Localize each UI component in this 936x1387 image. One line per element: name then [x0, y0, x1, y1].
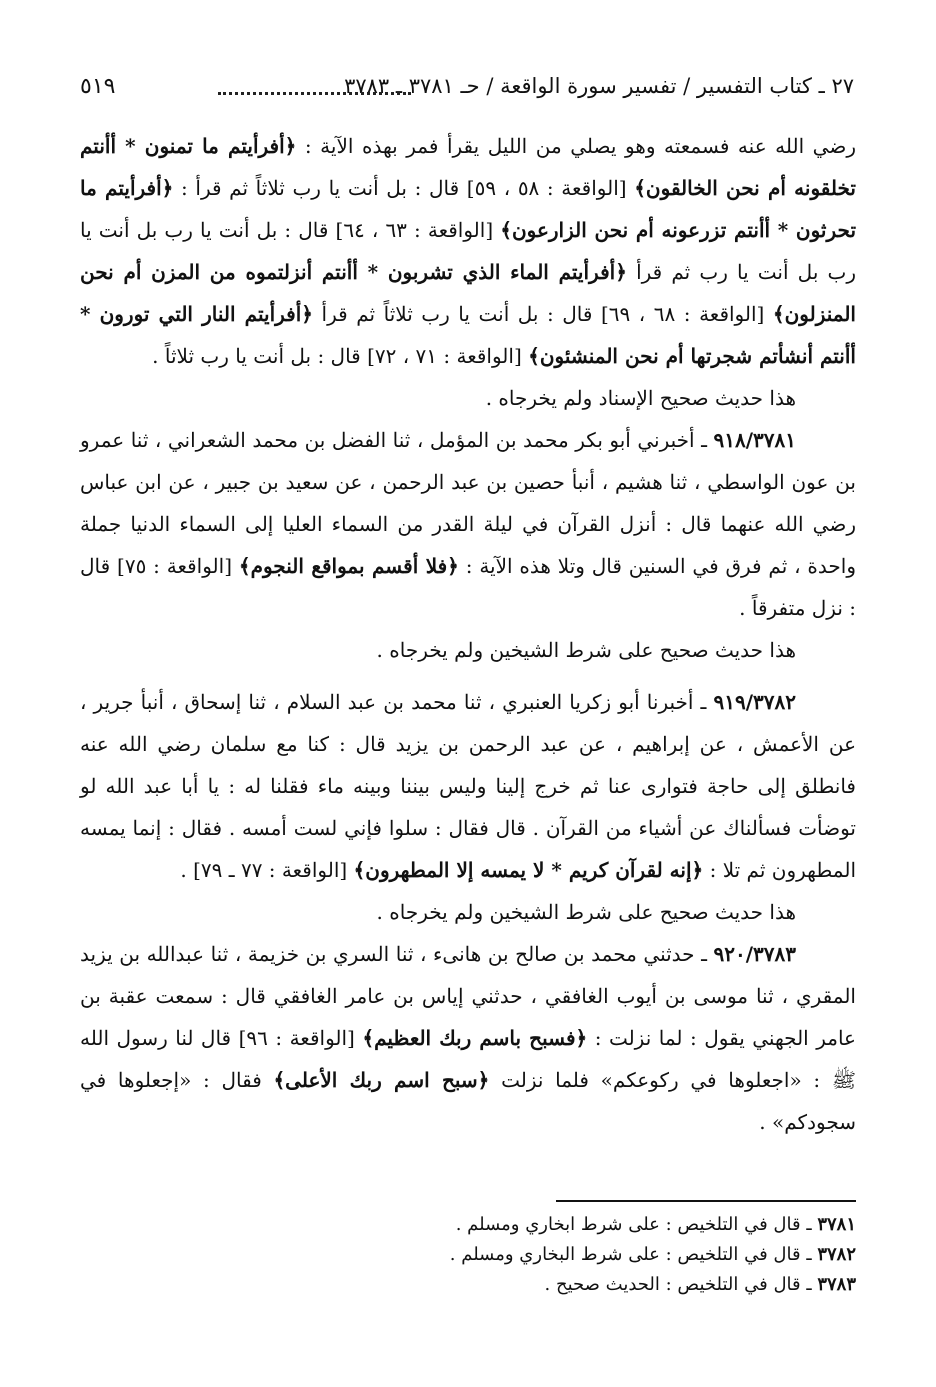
page-number: ٥١٩ [80, 74, 116, 99]
hadith-3783 [80, 933, 856, 1143]
footnote-number: ٣٧٨١ [817, 1214, 856, 1235]
quran-quote: ﴿إنه لقرآن كريم * لا يمسه إلا المطهرون﴾ [353, 858, 704, 882]
main-text [80, 125, 856, 1143]
footnote-text: ـ قال في التلخيص : على شرط البخاري ومسلم . [449, 1244, 818, 1265]
hadith-number: ٩١٨/٣٧٨١ [713, 428, 796, 452]
text-run: ـ حدثني محمد بن صالح بن هانىء ، ثنا السري بن خزيمة ، ثنا عبدالله بن يزيد المقري ، ثنا موسى بن أيوب الغافقي ، حدثني إياس بن عامر الغافقي قال : سمعت عقبة بن عامر الجهني يقول : لما نزلت : [80, 942, 856, 1050]
hadith-number: ٩٢٠/٣٧٨٣ [713, 942, 796, 966]
grading-note: هذا حديث صحيح على شرط الشيخين ولم يخرجاه . [376, 638, 796, 662]
text-run: [الواقعة : ٧٧ ـ ٧٩] . [180, 858, 354, 882]
quran-quote: ﴿أفرأيتم النار التي تورون * أأنتم أنشأتم شجرتها أم نحن المنشئون﴾ [80, 302, 856, 368]
footnotes [80, 1210, 856, 1300]
footnote-text: ـ قال في التلخيص : على شرط ابخاري ومسلم . [455, 1214, 818, 1235]
page-header [80, 70, 856, 110]
quran-quote: ﴿أفرأيتم ما تحرثون * أأنتم تزرعونه أم نحن الزارعون﴾ [80, 176, 857, 242]
text-run: فقال : «إجعلوها في سجودكم» . [80, 1068, 856, 1134]
quran-quote: ﴿سبح اسم ربك الأعلى﴾ [273, 1068, 490, 1092]
hadith-3781 [80, 419, 856, 629]
text-run: [الواقعة : ٧١ ، ٧٢] قال : بل أنت يا رب ثلاثاً . [152, 344, 529, 368]
quran-quote: ﴿فلا أقسم بمواقع النجوم﴾ [238, 554, 459, 578]
hadith-number: ٩١٩/٣٧٨٢ [713, 690, 796, 714]
paragraph-continuation [80, 125, 856, 377]
footnote-text: ـ قال في التلخيص : الحديث صحيح . [544, 1274, 818, 1295]
text-run: [الواقعة : ٦٣ ، ٦٤] قال : بل أنت يا رب بل أنت يا رب بل أنت يا رب ثم قرأ [80, 218, 857, 284]
text-run: [الواقعة : ٦٨ ، ٦٩] قال : بل أنت يا رب ثلاثاً ثم قرأ [313, 302, 773, 326]
text-run: [الواقعة : ٩٦] قال لنا رسول الله ﷺ : «اجعلوها في ركوعكم» فلما نزلت [80, 1026, 856, 1092]
footnote [80, 1210, 856, 1240]
footnote-number: ٣٧٨٣ [817, 1274, 856, 1295]
quran-quote: ﴿أفرأيتم ما تمنون * أأنتم تخلقونه أم نحن الخالقون﴾ [80, 134, 856, 200]
text-run: [الواقعة : ٥٨ ، ٥٩] قال : بل أنت يا رب ثلاثاً ثم قرأ : [173, 176, 635, 200]
quran-quote: ﴿أفرأيتم الماء الذي تشربون * أأنتم أنزلتموه من المزن أم نحن المنزلون﴾ [80, 260, 856, 326]
text-run: رضي الله عنه فسمعته وهو يصلي من الليل يقرأ فمر بهذه الآية : [296, 134, 856, 158]
footnote-divider [556, 1200, 856, 1202]
footnote [80, 1270, 856, 1300]
grading-note: هذا حديث صحيح على شرط الشيخين ولم يخرجاه . [376, 900, 796, 924]
grading-note: هذا حديث صحيح الإسناد ولم يخرجاه . [485, 386, 796, 410]
text-run: ـ أخبرنا أبو زكريا العنبري ، ثنا محمد بن عبد السلام ، ثنا إسحاق ، أنبأ جرير ، عن الأعمش ، عن إبراهيم ، عن عبد الرحمن بن يزيد قال : كنا مع سلمان رضي الله عنه فانطلق إلى حاجة فتوارى عنا ثم خرج إلينا وليس بيننا وبينه ماء فقلنا له : يا أبا عبد الله لو توضأت فسألناك عن أشياء من القرآن . قال فقال : سلوا فإني لست أمسه . فقال : إنما يمسه المطهرون ثم تلا : [80, 690, 856, 882]
hadith-3782 [80, 681, 856, 891]
running-title: ٢٧ ـ كتاب التفسير / تفسير سورة الواقعة / حـ ٣٧٨١ ـ ٣٧٨٣ [344, 74, 854, 98]
leader-dots [218, 92, 411, 95]
footnote-number: ٣٧٨٢ [817, 1244, 856, 1265]
text-run: ـ أخبرني أبو بكر محمد بن المؤمل ، ثنا الفضل بن محمد الشعراني ، ثنا عمرو بن عون الواسطي ، ثنا هشيم ، أنبأ حصين بن عبد الرحمن ، عن سعيد بن جبير ، عن ابن عباس رضي الله عنهما قال : أنزل القرآن في ليلة القدر من السماء العليا إلى السماء الدنيا جملة واحدة ، ثم فرق في السنين قال وتلا هذه الآية : [80, 428, 856, 578]
quran-quote: ﴿فسبح باسم ربك العظيم﴾ [362, 1026, 588, 1050]
text-run: [الواقعة : ٧٥] قال : نزل متفرقاً . [80, 554, 856, 620]
footnote [80, 1240, 856, 1270]
